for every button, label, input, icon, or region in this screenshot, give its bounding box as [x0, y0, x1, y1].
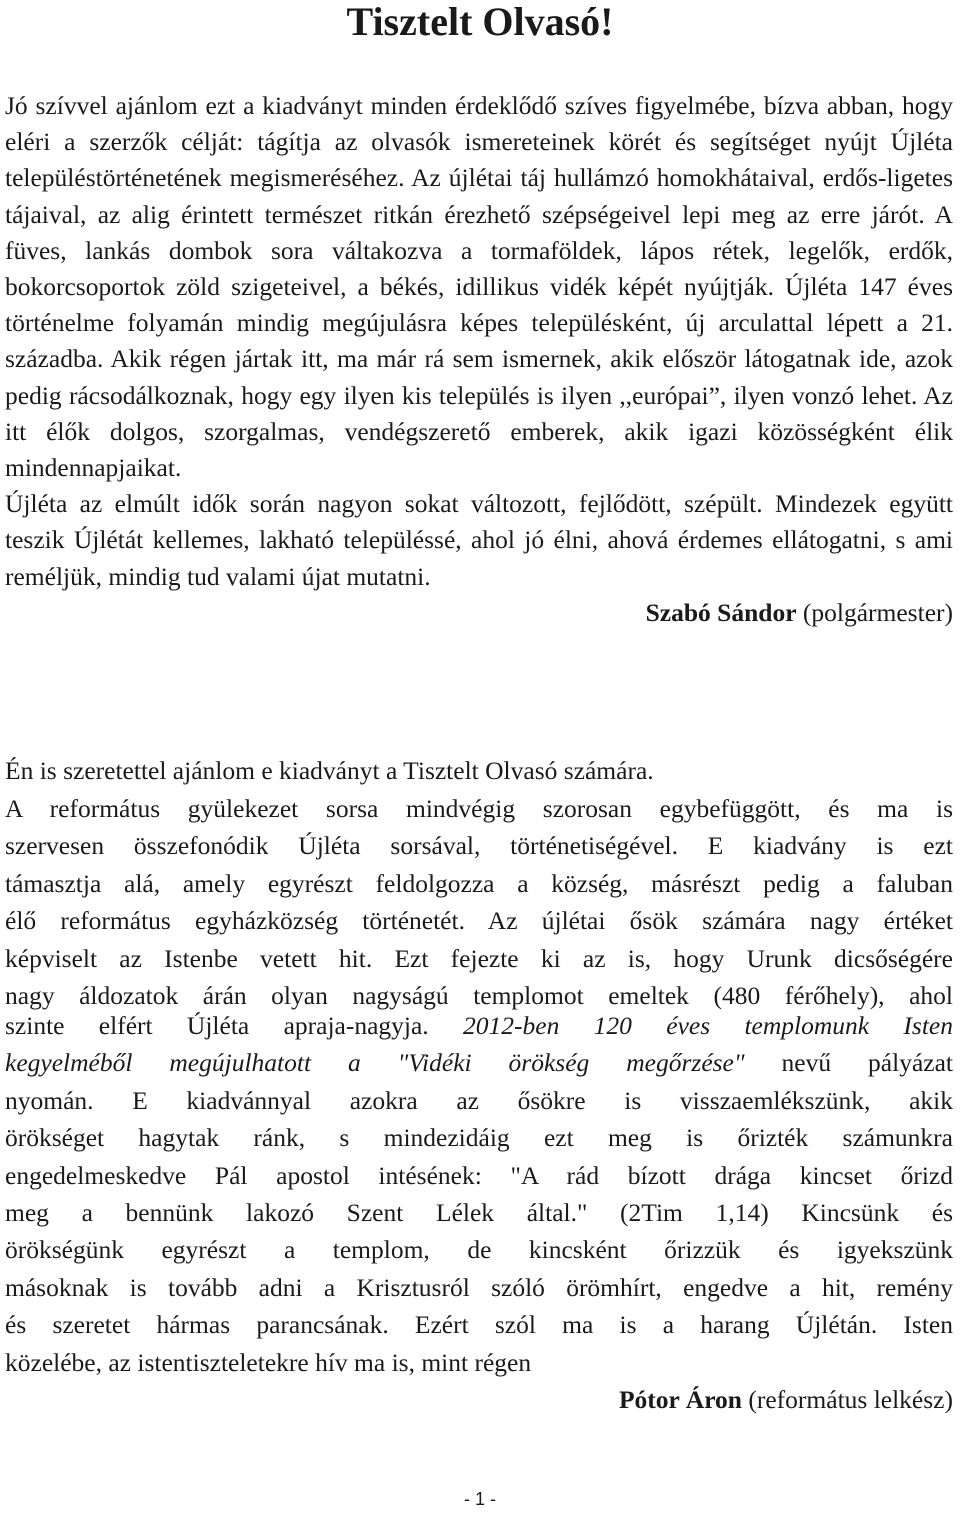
mayor-paragraph-1: Jó szívvel ajánlom ezt a kiadványt minden érdeklődő szíves figyelmébe, bízva abban, hogy eléri a szerzők célját: tágítja az olvasók ismereteinek körét és segítséget nyújt Újléta településtörténetének megismeréséhez. Az újlétai táj hullámzó homokhátaival, erdős-ligetes tájaival, az alig érintett természet ritkán érezhető szépségeivel lepi meg az erre járót. A füves, lankás dombok sora váltakozva a tormaföldek, lápos rétek, legelők, erdők, bokorcsoportok zöld szigeteivel, a békés, idillikus vidék képét nyújtják. Újléta 147 éves történelme folyamán mindig megújulásra képes településként, új arculattal lépett a 21. századba. Akik régen jártak itt, ma már rá sem ismernek, akik először látogatnak ide, azok pedig rácsodálkoznak, hogy egy ilyen kis település is ilyen ,,európai”, ilyen vonzó lehet. Az itt élők dolgos, szorgalmas, vendégszerető emberek, akik igazi közösségként élik mindennapjaikat.: [5, 91, 953, 483]
pastor-letter-body: [5, 1007, 953, 1418]
page-title: Tisztelt Olvasó!: [346, 0, 614, 44]
page-number: - 1 -: [463, 1489, 496, 1509]
pastor-last-line: közelébe, az istentiszteletekre hív ma is, mint régen: [5, 1347, 532, 1377]
mayor-signature: [5, 595, 953, 631]
mayor-signature-role: (polgármester): [802, 597, 953, 627]
pastor-line: és szeretet hármas parancsának. Ezért szól ma is a harang Újlétán. Isten: [5, 1310, 953, 1340]
pastor-line-italic: 2012-ben 120 éves templomunk Isten: [463, 1011, 953, 1040]
mayor-signature-name: Szabó Sándor: [645, 597, 797, 627]
pastor-line: képviselt az Istenbe vetett hit. Ezt fejezte ki az is, hogy Urunk dicsőségére: [5, 943, 953, 973]
pastor-signature-role: (református lelkész): [748, 1384, 953, 1414]
pastor-line: nagy áldozatok árán olyan nagyságú templomot emeltek (480 férőhely), ahol: [5, 981, 953, 1010]
mayor-paragraph-2: Újléta az elmúlt idők során nagyon sokat változott, fejlődött, szépült. Mindezek együtt teszik Újlétát kellemes, lakható településsé, ahol jó élni, ahová érdemes ellátogatni, s ami reméljük, mindig tud valami újat mutatni.: [5, 489, 953, 591]
pastor-line: A református gyülekezet sorsa mindvégig szorosan egybefüggött, és ma is: [5, 793, 953, 823]
pastor-line-mixed: [5, 1044, 953, 1081]
mayor-letter: [5, 88, 953, 631]
pastor-signature: [5, 1381, 953, 1418]
pastor-line: támasztja alá, amely egyrészt feldolgozza a község, másrészt pedig a faluban: [5, 868, 953, 898]
pastor-letter-intro: [5, 752, 953, 1015]
pastor-line: meg a bennünk lakozó Szent Lélek által." (2Tim 1,14) Kincsünk és: [5, 1197, 953, 1227]
pastor-line-mixed: [5, 1007, 953, 1044]
pastor-line-plain: szinte elfért Újléta apraja-nagyja.: [5, 1011, 429, 1040]
pastor-line: nyomán. E kiadvánnyal azokra az ősökre is visszaemlékszünk, akik: [5, 1085, 953, 1115]
pastor-signature-name: Pótor Áron: [618, 1384, 742, 1414]
pastor-line-plain: nevű pályázat: [781, 1048, 953, 1078]
pastor-line: szervesen összefonódik Újléta sorsával, történetiségével. E kiadvány is ezt: [5, 831, 953, 860]
pastor-line: engedelmeskedve Pál apostol intésének: "A rád bízott drága kincset őrizd: [5, 1160, 953, 1190]
pastor-intro-line: Én is szeretettel ajánlom e kiadványt a Tisztelt Olvasó számára.: [5, 756, 654, 785]
pastor-line: élő református egyházközség történetét. Az újlétai ősök számára nagy értéket: [5, 906, 953, 935]
pastor-line: másoknak is tovább adni a Krisztusról szóló örömhírt, engedve a hit, remény: [5, 1272, 953, 1302]
pastor-line: örökségünk egyrészt a templom, de kincsként őrizzük és igyekszünk: [5, 1235, 953, 1265]
pastor-line-italic: kegyelméből megújulhatott a "Vidéki örökség megőrzése": [5, 1048, 745, 1078]
pastor-line: örökséget hagytak ránk, s mindezidáig ezt meg is őrizték számunkra: [5, 1123, 953, 1153]
